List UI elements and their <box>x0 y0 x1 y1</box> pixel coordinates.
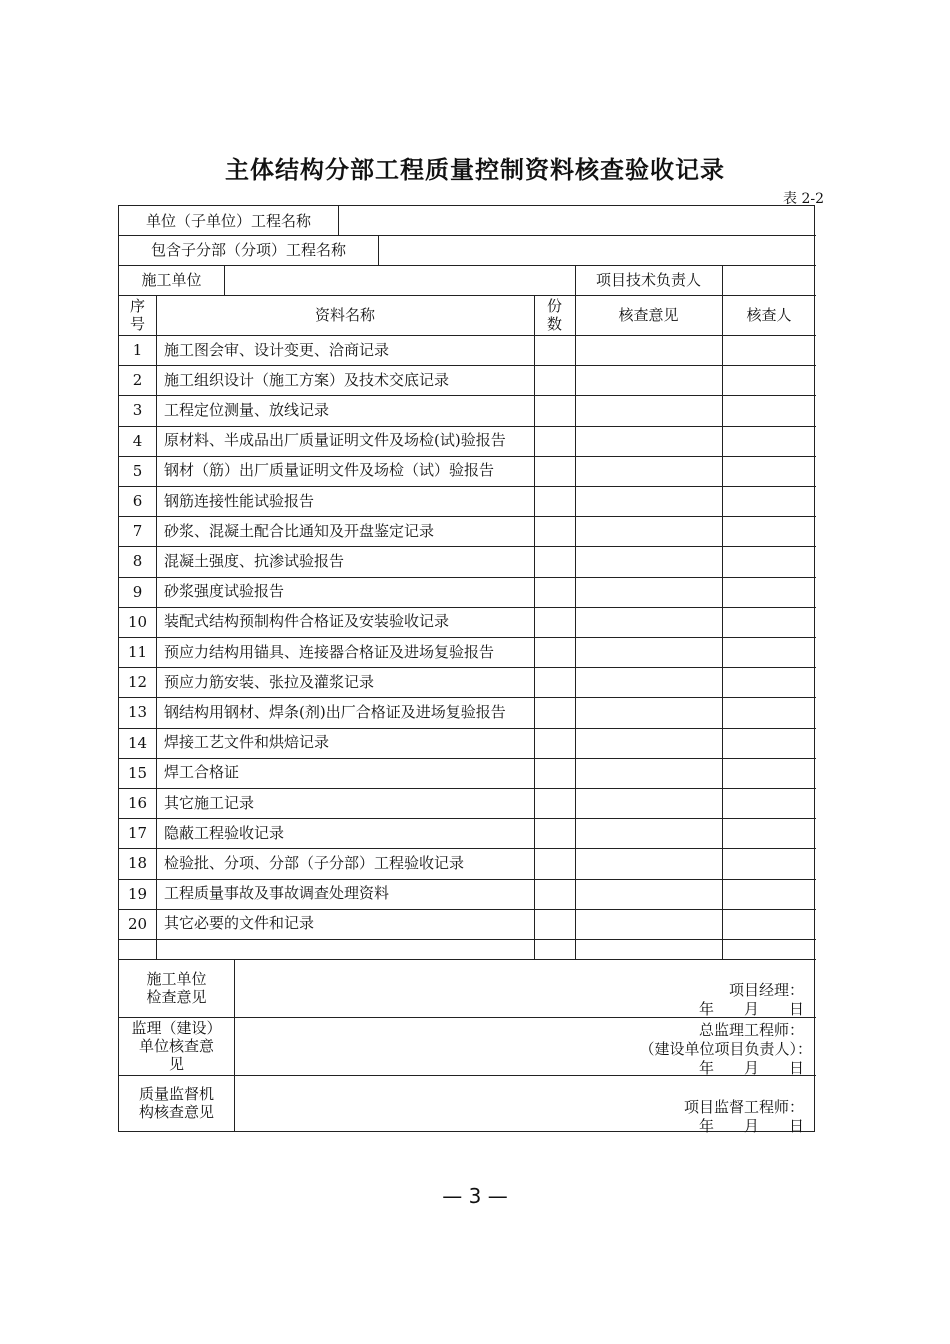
copies-cell[interactable] <box>534 667 575 697</box>
col-divider <box>722 295 723 959</box>
table-number: 表 2-2 <box>783 191 824 207</box>
row-divider <box>119 939 816 940</box>
document-name: 工程定位测量、放线记录 <box>164 400 330 419</box>
copies-cell[interactable] <box>534 516 575 546</box>
checker-cell[interactable] <box>722 426 816 456</box>
row-number: 10 <box>127 612 148 631</box>
document-name: 装配式结构预制构件合格证及安装验收记录 <box>164 612 450 631</box>
copies-cell[interactable] <box>534 546 575 576</box>
document-name: 工程质量事故及事故调查处理资料 <box>164 884 390 903</box>
checker-cell[interactable] <box>722 879 816 909</box>
unit-project-name-label: 单位（子单位）工程名称 <box>145 211 311 230</box>
sub-division-name-label: 包含子分部（分项）工程名称 <box>150 241 346 259</box>
document-name: 钢筋连接性能试验报告 <box>164 491 315 510</box>
row-number: 18 <box>127 854 148 873</box>
opinion-cell[interactable] <box>575 848 722 878</box>
copies-cell[interactable] <box>534 335 575 365</box>
opinion-cell[interactable] <box>575 577 722 607</box>
supervision-opinion-label: 监理（建设） 单位核查意 见 <box>131 1019 222 1073</box>
doc-name-column-header: 资料名称 <box>314 306 375 324</box>
row-number: 1 <box>132 341 143 360</box>
document-name: 砂浆强度试验报告 <box>164 582 285 601</box>
opinion-cell[interactable] <box>575 667 722 697</box>
checker-cell[interactable] <box>722 546 816 576</box>
row-number: 16 <box>127 794 148 813</box>
copies-cell[interactable] <box>534 577 575 607</box>
document-name: 砂浆、混凝土配合比通知及开盘鉴定记录 <box>164 521 435 540</box>
opinion-cell[interactable] <box>575 426 722 456</box>
document-name: 钢材（筋）出厂质量证明文件及场检（试）验报告 <box>164 461 495 480</box>
row-number: 12 <box>127 673 148 692</box>
checker-cell[interactable] <box>722 637 816 667</box>
checker-cell[interactable] <box>722 788 816 818</box>
document-name: 焊工合格证 <box>164 763 240 782</box>
row-number: 15 <box>127 763 148 782</box>
inspection-record-table <box>118 205 815 1135</box>
row-number: 11 <box>127 643 148 662</box>
checker-cell[interactable] <box>722 607 816 637</box>
checker-cell[interactable] <box>722 909 816 939</box>
document-name: 焊接工艺文件和烘焙记录 <box>164 733 330 752</box>
seq-column-header: 序 号 <box>129 297 145 333</box>
document-name: 施工组织设计（施工方案）及技术交底记录 <box>164 370 450 389</box>
opinion-cell[interactable] <box>575 456 722 486</box>
col-divider <box>575 295 576 959</box>
copies-cell[interactable] <box>534 486 575 516</box>
date-label: 年 月 日 <box>698 1000 804 1018</box>
copies-cell[interactable] <box>534 697 575 727</box>
row-number: 9 <box>132 582 143 601</box>
opinion-cell[interactable] <box>575 879 722 909</box>
checker-cell[interactable] <box>722 516 816 546</box>
document-title: 主体结构分部工程质量控制资料核查验收记录 <box>225 155 725 184</box>
opinion-cell[interactable] <box>575 818 722 848</box>
document-name: 预应力筋安装、张拉及灌浆记录 <box>164 672 375 691</box>
col-divider <box>224 265 225 295</box>
col-divider <box>338 206 339 235</box>
row-number: 7 <box>132 522 143 541</box>
document-name: 其它必要的文件和记录 <box>164 914 315 933</box>
contractor-opinion-label: 施工单位 检查意见 <box>146 970 207 1006</box>
row-number: 5 <box>132 461 143 480</box>
col-divider <box>722 265 723 295</box>
opinion-cell[interactable] <box>575 758 722 788</box>
document-name: 施工图会审、设计变更、洽商记录 <box>164 340 390 359</box>
checker-cell[interactable] <box>722 577 816 607</box>
opinion-column-header: 核查意见 <box>618 306 679 324</box>
opinion-cell[interactable] <box>575 486 722 516</box>
col-divider <box>534 295 535 959</box>
opinion-cell[interactable] <box>575 788 722 818</box>
copies-cell[interactable] <box>534 456 575 486</box>
checker-column-header: 核查人 <box>746 306 792 324</box>
copies-cell[interactable] <box>534 909 575 939</box>
checker-cell[interactable] <box>722 758 816 788</box>
copies-column-header: 份 数 <box>546 297 562 333</box>
date-label: 年 月 日 <box>698 1117 804 1135</box>
col-divider <box>234 959 235 1131</box>
chief-supervisor-label: 总监理工程师： <box>698 1021 804 1039</box>
row-number: 13 <box>127 703 148 722</box>
row-number: 6 <box>132 492 143 511</box>
date-label: 年 月 日 <box>698 1059 804 1077</box>
checker-cell[interactable] <box>722 818 816 848</box>
opinion-cell[interactable] <box>575 697 722 727</box>
row-number: 17 <box>127 824 148 843</box>
opinion-cell[interactable] <box>575 546 722 576</box>
checker-cell[interactable] <box>722 335 816 365</box>
checker-cell[interactable] <box>722 395 816 425</box>
copies-cell[interactable] <box>534 879 575 909</box>
row-number: 4 <box>132 431 143 450</box>
copies-cell[interactable] <box>534 728 575 758</box>
checker-cell[interactable] <box>722 365 816 395</box>
copies-cell[interactable] <box>534 637 575 667</box>
document-name: 其它施工记录 <box>164 793 255 812</box>
document-name: 检验批、分项、分部（子分部）工程验收记录 <box>164 853 465 872</box>
checker-cell[interactable] <box>722 848 816 878</box>
copies-cell[interactable] <box>534 848 575 878</box>
copies-cell[interactable] <box>534 788 575 818</box>
document-name: 预应力结构用锚具、连接器合格证及进场复验报告 <box>164 642 495 661</box>
copies-cell[interactable] <box>534 395 575 425</box>
opinion-cell[interactable] <box>575 365 722 395</box>
document-name: 混凝土强度、抗渗试验报告 <box>164 551 345 570</box>
col-divider <box>378 235 379 265</box>
page-number: — 3 — <box>442 1184 508 1208</box>
owner-rep-label: （建设单位项目负责人）： <box>639 1040 812 1058</box>
copies-cell[interactable] <box>534 758 575 788</box>
row-number: 14 <box>127 733 148 752</box>
qs-engineer-label: 项目监督工程师： <box>683 1098 804 1116</box>
checker-cell[interactable] <box>722 486 816 516</box>
contractor-label: 施工单位 <box>141 271 202 289</box>
row-number: 3 <box>132 401 143 420</box>
document-name: 钢结构用钢材、焊条(剂)出厂合格证及进场复验报告 <box>164 702 506 721</box>
document-name: 隐蔽工程验收记录 <box>164 823 285 842</box>
checker-cell[interactable] <box>722 456 816 486</box>
opinion-cell[interactable] <box>575 607 722 637</box>
copies-cell[interactable] <box>534 365 575 395</box>
opinion-cell[interactable] <box>575 637 722 667</box>
quality-supervision-label: 质量监督机 构核查意见 <box>138 1085 214 1121</box>
checker-cell[interactable] <box>722 667 816 697</box>
checker-cell[interactable] <box>722 697 816 727</box>
tech-lead-label: 项目技术负责人 <box>595 271 701 289</box>
opinion-cell[interactable] <box>575 516 722 546</box>
row-number: 20 <box>127 914 148 933</box>
row-number: 8 <box>132 552 143 571</box>
opinion-cell[interactable] <box>575 728 722 758</box>
col-divider <box>156 295 157 959</box>
copies-cell[interactable] <box>534 818 575 848</box>
opinion-cell[interactable] <box>575 395 722 425</box>
row-number: 2 <box>132 371 143 390</box>
copies-cell[interactable] <box>534 426 575 456</box>
copies-cell[interactable] <box>534 607 575 637</box>
opinion-cell[interactable] <box>575 909 722 939</box>
document-name: 原材料、半成品出厂质量证明文件及场检(试)验报告 <box>164 431 506 450</box>
checker-cell[interactable] <box>722 728 816 758</box>
project-manager-label: 项目经理： <box>728 981 804 999</box>
row-number: 19 <box>127 884 148 903</box>
opinion-cell[interactable] <box>575 335 722 365</box>
